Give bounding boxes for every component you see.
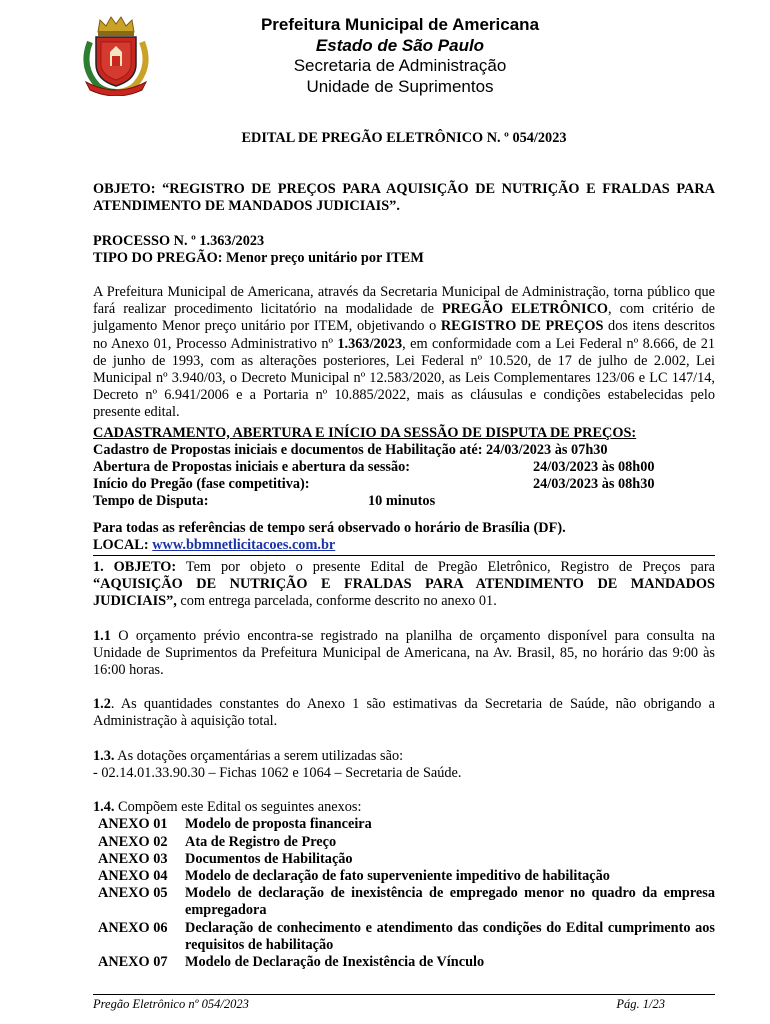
cadastro-row-inicio [93,476,715,493]
anexo-description: Modelo de declaração de fato superveniente impeditivo de habilitação [185,867,610,884]
section-1-3-text: As dotações orçamentárias a serem utilizadas são: [114,747,404,764]
abertura-value: 24/03/2023 às 08h00 [533,459,655,476]
header-municipality: Prefeitura Municipal de Americana [260,15,540,34]
intro-text-4: , em conformidade com a Lei Federal nº 8.666, de 21 de junho de 1993, com as alterações posteriores, Lei Federal nº 10.520, de 17 de julho de 2.002, Lei Municipal nº 3.940/03, o Decreto Municipal nº 12.583/2020, as Leis Complementares 123/06 e LC 147/14, Decreto nº 6.941/2006 e a Portaria nº 10.885/2022, mais as cláusulas e condições estabelecidas pelo presente edital. [93,335,716,421]
section-1-2-number: 1.2 [93,696,111,713]
anexo-description: Declaração de conhecimento e atendimento das condições do Edital cumprimento aos requisitos de habilitação [185,919,715,953]
list-item [93,816,715,833]
anexo-number: ANEXO 07 [98,953,168,970]
anexo-description: Modelo de declaração de inexistência de empregado menor no quadro da empresa empregadora [185,885,715,919]
list-item [93,954,715,971]
inicio-label: Início do Pregão (fase competitiva): [93,476,310,493]
list-item [93,885,715,919]
section-1-text-2: com entrega parcelada, conforme descrito no anexo 01. [176,593,497,610]
footer-document-ref: Pregão Eletrônico nº 054/2023 [93,997,249,1011]
intro-bold-2: REGISTRO DE PREÇOS [440,318,604,335]
cadastro-line: Cadastro de Propostas iniciais e documentos de Habilitação até: 24/03/2023 às 07h30 [93,441,608,458]
intro-text-1: A Prefeitura Municipal de Americana, através da Secretaria Municipal de Administração, torna público que fará realizar procedimento licitatório na modalidade de [93,284,715,318]
cadastro-row-tempo [93,493,715,510]
intro-text-2: , com critério de julgamento Menor preço unitário por ITEM, objetivando o [93,301,715,335]
cadastro-heading: CADASTRAMENTO, ABERTURA E INÍCIO DA SESSÃO DE DISPUTA DE PREÇOS: [93,424,637,441]
section-1-3 [93,748,715,765]
header-secretariat: Secretaria de Administração [293,56,507,75]
intro-bold-3: 1.363/2023 [337,335,403,352]
page-header [190,15,610,97]
section-1-1-number: 1.1 [93,627,111,644]
anexo-number: ANEXO 06 [98,919,168,936]
processo-number: PROCESSO N. º 1.363/2023 [93,232,265,249]
inicio-value: 24/03/2023 às 08h30 [533,476,655,493]
section-1-1-text: O orçamento prévio encontra-se registrado na planilha de orçamento disponível para consulta na Unidade de Suprimentos da Prefeitura Municipal de Americana, na Av. Brasil, 85, no horário das 9:00 às 16:00 horas. [93,627,715,679]
section-1-1 [93,628,715,680]
anexos-list [93,816,715,971]
tipo-pregao [93,250,715,267]
list-item [93,868,715,885]
section-1-2 [93,696,715,730]
anexo-description: Documentos de Habilitação [185,850,353,867]
section-1-4-text: Compõem este Edital os seguintes anexos: [114,799,362,816]
section-1-objeto [93,559,715,611]
objeto-paragraph: OBJETO: “REGISTRO DE PREÇOS PARA AQUISIÇÃO DE NUTRIÇÃO E FRALDAS PARA ATENDIMENTO DE MANDADOS JUDICIAIS”. [93,181,715,215]
section-1-3-dotacao: - 02.14.01.33.90.30 – Fichas 1062 e 1064 – Secretaria de Saúde. [93,764,462,781]
header-state: Estado de São Paulo [315,35,485,55]
document-body [93,130,715,971]
list-item [93,834,715,851]
intro-paragraph [93,284,715,422]
anexo-number: ANEXO 03 [98,850,168,867]
section-1-2-text: . As quantidades constantes do Anexo 1 são estimativas da Secretaria de Saúde, não obrigando a Administração à aquisição total. [93,696,715,730]
document-title: EDITAL DE PREGÃO ELETRÔNICO N. º 054/2023 [241,130,567,146]
section-1-4-number: 1.4. [93,799,115,816]
anexo-number: ANEXO 01 [98,816,168,833]
cadastro-row-abertura [93,459,715,476]
brasilia-note: Para todas as referências de tempo será observado o horário de Brasília (DF). [93,519,566,536]
local-line [93,537,715,556]
cadastro-section [93,425,715,556]
footer-divider [93,994,715,995]
section-1-3-number: 1.3. [93,747,115,764]
section-1-bold: “AQUISIÇÃO DE NUTRIÇÃO E FRALDAS PARA ATENDIMENTO DE MANDADOS JUDICIAIS”, [93,576,715,610]
abertura-label: Abertura de Propostas iniciais e abertura da sessão: [93,459,411,476]
intro-text-3: dos itens descritos no Anexo 01, Processo Administrativo nº [93,318,715,352]
tipo-pregao-label: TIPO DO PREGÃO [93,249,218,266]
list-item [93,851,715,868]
anexo-description: Modelo de proposta financeira [185,816,372,833]
tempo-value: 10 minutos [368,493,436,510]
tipo-pregao-value: : Menor preço unitário por ITEM [217,249,424,266]
anexo-number: ANEXO 05 [98,885,168,902]
page-footer [93,997,715,1012]
tempo-label: Tempo de Disputa: [93,493,209,510]
section-1-4 [93,799,715,816]
list-item [93,920,715,954]
anexo-number: ANEXO 02 [98,833,168,850]
intro-bold-1: PREGÃO ELETRÔNICO [441,301,609,318]
anexo-number: ANEXO 04 [98,867,168,884]
municipal-coat-of-arms-icon [76,12,156,96]
anexo-description: Modelo de Declaração de Inexistência de Vínculo [185,953,485,970]
local-label: LOCAL: [93,536,153,553]
section-1-text-1: Tem por objeto o presente Edital de Pregão Eletrônico, Registro de Preços para [176,559,715,576]
bbmnet-link[interactable]: www.bbmnetlicitacoes.com.br [152,536,336,553]
footer-page-number: Pág. 1/23 [616,997,665,1011]
anexo-description: Ata de Registro de Preço [185,833,337,850]
header-unit: Unidade de Suprimentos [306,76,494,96]
section-1-number: 1. OBJETO: [93,559,177,576]
